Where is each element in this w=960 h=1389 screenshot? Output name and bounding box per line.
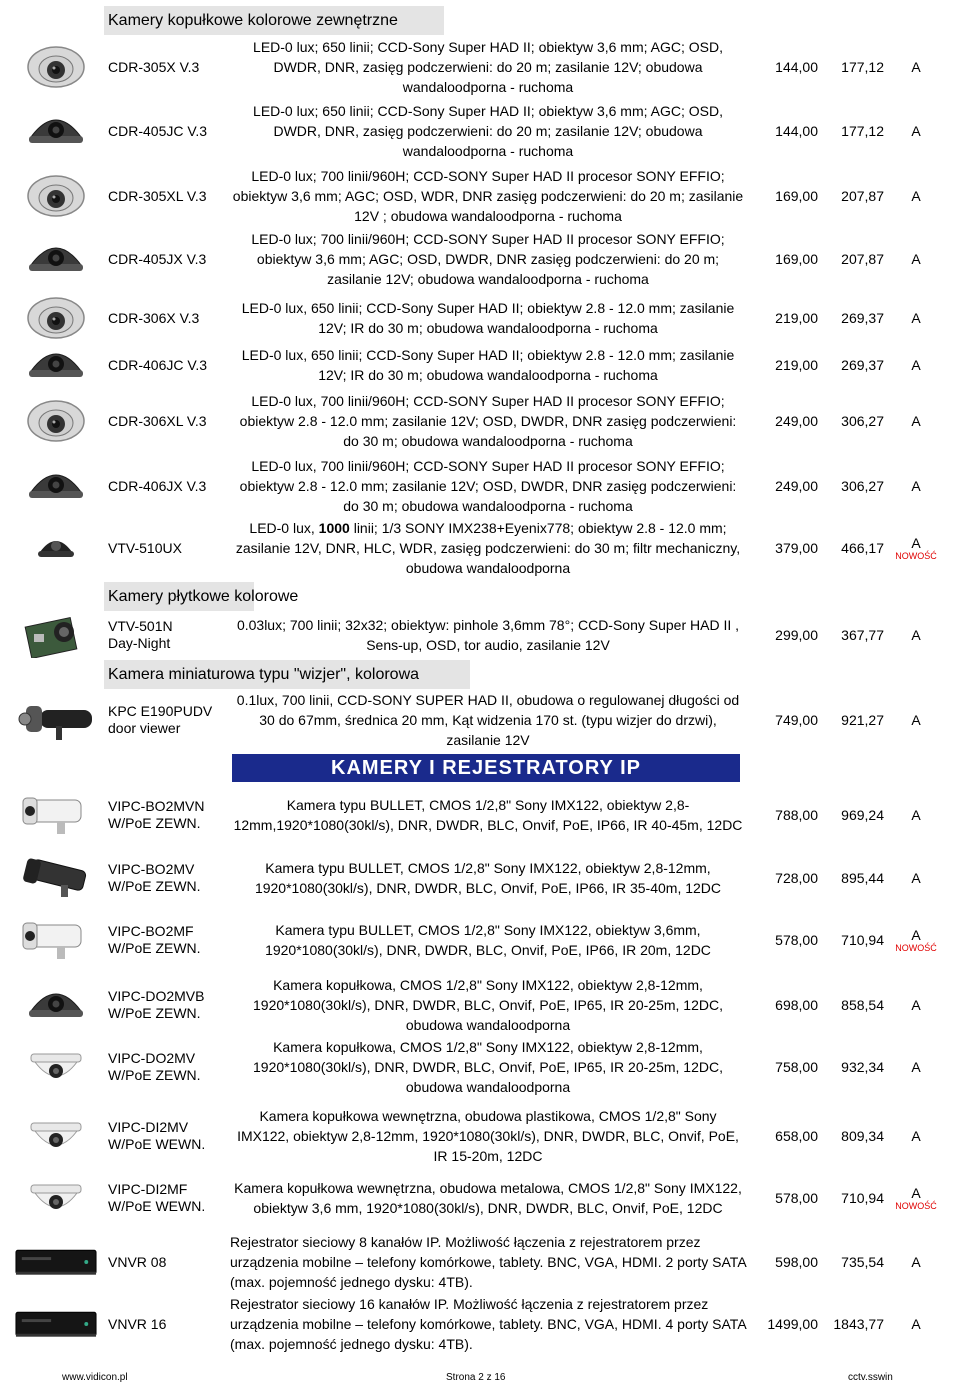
price-net: 144,00 — [775, 59, 818, 75]
model-name — [108, 230, 230, 288]
model-line: VIPC-BO2MV — [108, 861, 195, 877]
description: 0.1lux, 700 linii, CCD-SONY SUPER HAD II, obudowa o regulowanej długości od 30 do 67mm, średnica 20 mm, Kąt widzenia 170 st. (typu wizjer do drzwi), zasilanie 12V — [236, 692, 740, 748]
new-badge: NOWOŚĆ — [895, 550, 937, 561]
price-net: 788,00 — [775, 807, 818, 823]
model-name — [108, 1038, 230, 1096]
price-gross: 177,12 — [841, 59, 884, 75]
availability-code: A — [911, 806, 921, 823]
description: Kamera typu BULLET, CMOS 1/2,8" Sony IMX122, obiektyw 3,6mm, 1920*1080(30kl/s), DNR, DWDR, BLC, Onvif, PoE, IP66, IR 20m, 12DC — [265, 922, 711, 958]
description: LED-0 lux; 650 linii; CCD-Sony Super HAD II; obiektyw 3,6 mm; AGC; OSD, DWDR, DNR, zasięg podczerwieni: do 20 m; zasilanie 12V; obudowa wandaloodporna - ruchoma — [253, 103, 723, 159]
model-name — [108, 518, 230, 578]
dark-dome-camera-icon — [14, 100, 98, 162]
price-row — [0, 1234, 960, 1290]
section-title-board: Kamery płytkowe kolorowe — [108, 588, 299, 605]
model-line: VIPC-BO2MVN — [108, 798, 205, 814]
availability-code: A — [911, 534, 921, 551]
availability-code: A — [911, 58, 921, 75]
availability — [888, 1296, 944, 1352]
price-row — [0, 456, 960, 516]
model-name — [108, 1104, 230, 1168]
availability — [888, 344, 944, 386]
description: Kamera kopułkowa wewnętrzna, obudowa plastikowa, CMOS 1/2,8" Sony IMX122, obiektyw 2,8-12mm, 1920*1080(30kl/s), DNR, DWDR, BLC, Onvif, PoE, IR 15-20m, 12DC — [237, 1108, 739, 1164]
model-line: VIPC-DO2MV — [108, 1050, 196, 1066]
footer-page-number: Strona 2 z 16 — [446, 1372, 506, 1383]
availability-code: A — [911, 1058, 921, 1075]
availability-code: A — [911, 626, 921, 643]
model-line: door viewer — [108, 720, 181, 736]
price-net: 698,00 — [775, 997, 818, 1013]
availability-code: A — [911, 996, 921, 1013]
price-row — [0, 612, 960, 658]
availability-code: A — [911, 187, 921, 204]
price-gross: 207,87 — [841, 251, 884, 267]
description: Kamera kopułkowa, CMOS 1/2,8" Sony IMX122, obiektyw 2,8-12mm, 1920*1080(30kl/s), DNR, DWDR, BLC, Onvif, PoE, IP65, IR 20-25m, 12DC, obudowa wandaloodporna — [253, 977, 723, 1033]
bullet-camera-icon — [14, 910, 98, 970]
availability — [888, 910, 944, 970]
model-line: CDR-305XL V.3 — [108, 187, 207, 204]
price-net: 169,00 — [775, 251, 818, 267]
price-row — [0, 344, 960, 386]
model-line: VNVR 08 — [108, 1253, 167, 1270]
price-row — [0, 230, 960, 288]
availability-code: A — [911, 711, 921, 728]
price-gross: 306,27 — [841, 478, 884, 494]
model-line: CDR-306X V.3 — [108, 309, 200, 326]
dark-dome-camera-icon — [14, 230, 98, 288]
dark-dome-camera-icon — [14, 456, 98, 516]
model-line: CDR-306XL V.3 — [108, 412, 207, 429]
description: LED-0 lux, 650 linii; CCD-Sony Super HAD II; obiektyw 2.8 - 12.0 mm; zasilanie 12V; IR do 30 m; obudowa wandaloodporna - ruchoma — [241, 347, 735, 383]
availability-code: A — [911, 309, 921, 326]
description: Kamera kopułkowa wewnętrzna, obudowa metalowa, CMOS 1/2,8" Sony IMX122, obiektyw 3,6 mm, 1920*1080(30kl/s), DNR, DWDR, BLC, Onvif, PoE, 12DC — [234, 1180, 742, 1216]
model-line: W/PoE ZEWN. — [108, 815, 201, 831]
dark-dome-camera-icon — [14, 976, 98, 1034]
availability — [888, 164, 944, 228]
white-dome-camera-icon — [14, 1170, 98, 1226]
model-line: W/PoE ZEWN. — [108, 878, 201, 894]
availability — [888, 612, 944, 658]
model-line: VTV-510UX — [108, 539, 182, 556]
model-line: W/PoE WEWN. — [108, 1136, 206, 1152]
price-gross: 1843,77 — [833, 1316, 884, 1332]
model-line: CDR-405JX V.3 — [108, 250, 207, 267]
availability — [888, 518, 944, 578]
model-name — [108, 164, 230, 228]
description: Kamera kopułkowa, CMOS 1/2,8" Sony IMX122, obiektyw 2,8-12mm, 1920*1080(30kl/s), DNR, DWDR, BLC, Onvif, PoE, IP65, IR 20-25m, 12DC, obudowa wandaloodporna — [253, 1039, 723, 1095]
price-gross: 735,54 — [841, 1254, 884, 1270]
price-net: 1499,00 — [767, 1316, 818, 1332]
availability-code: A — [911, 1315, 921, 1332]
availability — [888, 1234, 944, 1290]
availability-code: A — [911, 926, 921, 943]
price-row — [0, 100, 960, 162]
availability-code: A — [911, 869, 921, 886]
model-line: W/PoE ZEWN. — [108, 1005, 201, 1021]
availability — [888, 456, 944, 516]
new-badge: NOWOŚĆ — [895, 1200, 937, 1211]
model-name — [108, 344, 230, 386]
availability — [888, 786, 944, 844]
availability — [888, 1104, 944, 1168]
availability — [888, 690, 944, 750]
price-gross: 710,94 — [841, 1190, 884, 1206]
price-row — [0, 1170, 960, 1226]
price-row — [0, 38, 960, 96]
price-row — [0, 1296, 960, 1352]
new-badge: NOWOŚĆ — [895, 942, 937, 953]
description: 0.03lux; 700 linii; 32x32; obiektyw: pinhole 3,6mm 78°; CCD-Sony Super HAD II , Sens-up, OSD, tor audio, zasilanie 12V — [236, 617, 740, 653]
price-row — [0, 976, 960, 1034]
description: Kamera typu BULLET, CMOS 1/2,8" Sony IMX122, obiektyw 2,8-12mm, 1920*1080(30kl/s), DNR, DWDR, BLC, Onvif, PoE, IP66, IR 35-40m, 12DC — [254, 860, 722, 896]
model-name — [108, 850, 230, 906]
availability — [888, 292, 944, 344]
model-name — [108, 388, 230, 454]
description: Kamera typu BULLET, CMOS 1/2,8" Sony IMX122, obiektyw 2,8-12mm,1920*1080(30kl/s), DNR, DWDR, BLC, Onvif, PoE, IP66, IR 40-45m, 12DC — [233, 797, 743, 833]
price-net: 299,00 — [775, 627, 818, 643]
price-gross: 177,12 — [841, 123, 884, 139]
model-line: CDR-405JC V.3 — [108, 122, 208, 139]
model-name — [108, 976, 230, 1034]
price-net: 219,00 — [775, 310, 818, 326]
model-line: W/PoE WEWN. — [108, 1198, 206, 1214]
availability — [888, 1038, 944, 1096]
availability-code: A — [911, 1127, 921, 1144]
model-line: VTV-501N — [108, 618, 173, 634]
description: LED-0 lux, 700 linii/960H; CCD-SONY Super HAD II procesor SONY EFFIO; obiektyw 2.8 - 12.0 mm; zasilanie 12V; OSD, DWDR, DNR zasięg podczerwieni: do 30 m; obudowa wandaloodporna - ruchoma — [239, 393, 737, 449]
board-camera-icon — [14, 612, 98, 658]
model-line: CDR-305X V.3 — [108, 58, 200, 75]
price-gross: 932,34 — [841, 1059, 884, 1075]
model-name — [108, 292, 230, 344]
model-name — [108, 1234, 230, 1290]
model-line: KPC E190PUDV — [108, 703, 213, 719]
price-net: 578,00 — [775, 1190, 818, 1206]
nvr-recorder-icon — [14, 1296, 98, 1352]
price-gross: 207,87 — [841, 188, 884, 204]
dark-dome-camera-icon — [14, 344, 98, 386]
model-name — [108, 910, 230, 970]
price-net: 219,00 — [775, 357, 818, 373]
section-band-dome — [104, 6, 444, 35]
model-name — [108, 786, 230, 844]
availability — [888, 100, 944, 162]
model-line: W/PoE ZEWN. — [108, 940, 201, 956]
availability — [888, 38, 944, 96]
door-viewer-camera-icon — [14, 690, 98, 750]
price-row — [0, 518, 960, 578]
price-net: 658,00 — [775, 1128, 818, 1144]
price-gross: 710,94 — [841, 932, 884, 948]
section-title-mini: Kamera miniaturowa typu "wizjer", kolorowa — [108, 666, 420, 683]
price-net: 749,00 — [775, 712, 818, 728]
price-net: 249,00 — [775, 413, 818, 429]
price-net: 758,00 — [775, 1059, 818, 1075]
availability-code: A — [911, 250, 921, 267]
model-name — [108, 1296, 230, 1352]
availability-code: A — [911, 122, 921, 139]
price-gross: 895,44 — [841, 870, 884, 886]
section-band-mini — [104, 660, 470, 689]
section-title-dome: Kamery kopułkowe kolorowe zewnętrzne — [108, 12, 398, 29]
white-dome-camera-icon — [14, 1038, 98, 1096]
price-gross: 921,27 — [841, 712, 884, 728]
price-gross: 809,34 — [841, 1128, 884, 1144]
price-row — [0, 292, 960, 344]
availability — [888, 976, 944, 1034]
model-line: VIPC-DO2MVB — [108, 988, 205, 1004]
footer-source: cctv.sswin — [848, 1372, 893, 1383]
description: LED-0 lux, 1000 linii; 1/3 SONY IMX238+Eyenix778; obiektyw 2.8 - 12.0 mm; zasilanie 12V, DNR, HLC, WDR, zasięg podczerwieni: do 30 m; filtr mechaniczny, obudowa wandaloodporna — [235, 520, 741, 576]
price-gross: 466,17 — [841, 540, 884, 556]
description: LED-0 lux; 650 linii; CCD-Sony Super HAD II; obiektyw 3,6 mm; AGC; OSD, DWDR, DNR, zasięg podczerwieni: do 20 m; zasilanie 12V; obudowa wandaloodporna - ruchoma — [253, 39, 723, 95]
model-line: W/PoE ZEWN. — [108, 1067, 201, 1083]
price-row — [0, 786, 960, 844]
price-gross: 269,37 — [841, 357, 884, 373]
section-band-board — [104, 582, 299, 611]
price-gross: 306,27 — [841, 413, 884, 429]
model-name — [108, 612, 230, 658]
price-net: 728,00 — [775, 870, 818, 886]
availability — [888, 1170, 944, 1226]
price-net: 379,00 — [775, 540, 818, 556]
nvr-recorder-icon — [14, 1234, 98, 1290]
model-name — [108, 100, 230, 162]
availability-code: A — [911, 412, 921, 429]
price-row — [0, 1104, 960, 1168]
price-gross: 858,54 — [841, 997, 884, 1013]
description: LED-0 lux; 700 linii/960H; CCD-SONY Super HAD II procesor SONY EFFIO; obiektyw 3,6 mm; AGC; OSD, WDR, DNR zasięg podczerwieni: do 20 m; zasilanie 12V ; obudowa wandaloodporna - ruchoma — [232, 168, 744, 224]
mini-dome-camera-icon — [14, 518, 98, 578]
availability — [888, 230, 944, 288]
model-line: VNVR 16 — [108, 1315, 167, 1332]
price-gross: 269,37 — [841, 310, 884, 326]
price-net: 249,00 — [775, 478, 818, 494]
price-net: 169,00 — [775, 188, 818, 204]
availability-code: A — [911, 1253, 921, 1270]
model-name — [108, 1170, 230, 1226]
footer-website: www.vidicon.pl — [62, 1372, 128, 1383]
ip-section-header: KAMERY I REJESTRATORY IP — [232, 754, 740, 782]
model-line: CDR-406JC V.3 — [108, 356, 208, 373]
bullet-camera-dark-icon — [14, 850, 98, 906]
model-name — [108, 690, 230, 750]
availability — [888, 850, 944, 906]
description: LED-0 lux, 650 linii; CCD-Sony Super HAD II; obiektyw 2.8 - 12.0 mm; zasilanie 12V; IR do 30 m; obudowa wandaloodporna - ruchoma — [241, 300, 735, 336]
price-row — [0, 164, 960, 228]
description: Rejestrator sieciowy 16 kanałów IP. Możliwość łączenia z rejestratorem przez urządzenia mobilne – telefony komórkowe, tablety. BNC, VGA, HDMI. 4 porty SATA (max. pojemność jednego dysku: 4TB). — [230, 1296, 746, 1352]
price-gross: 367,77 — [841, 627, 884, 643]
price-row — [0, 690, 960, 750]
availability-code: A — [911, 1184, 921, 1201]
dome-camera-icon — [14, 38, 98, 96]
model-name — [108, 456, 230, 516]
availability-code: A — [911, 356, 921, 373]
model-line: CDR-406JX V.3 — [108, 477, 207, 494]
availability-code: A — [911, 477, 921, 494]
price-row — [0, 1038, 960, 1096]
dome-camera-icon — [14, 388, 98, 454]
price-row — [0, 388, 960, 454]
availability — [888, 388, 944, 454]
price-net: 144,00 — [775, 123, 818, 139]
model-line: VIPC-BO2MF — [108, 923, 194, 939]
bullet-camera-icon — [14, 786, 98, 844]
price-net: 578,00 — [775, 932, 818, 948]
price-gross: 969,24 — [841, 807, 884, 823]
description: LED-0 lux; 700 linii/960H; CCD-SONY Super HAD II procesor SONY EFFIO; obiektyw 3,6 mm; AGC; OSD, DWDR, DNR zasięg podczerwieni: do 20 m; zasilanie 12V; obudowa wandaloodporna - ruchoma — [251, 231, 725, 287]
price-row — [0, 910, 960, 970]
model-line: VIPC-DI2MV — [108, 1119, 189, 1135]
dome-camera-icon — [14, 164, 98, 228]
white-dome-camera-icon — [14, 1104, 98, 1168]
description: LED-0 lux, 700 linii/960H; CCD-SONY Super HAD II procesor SONY EFFIO; obiektyw 2.8 - 12.0 mm; zasilanie 12V; OSD, DWDR, DNR zasięg podczerwieni: do 30 m; obudowa wandaloodporna - ruchoma — [239, 458, 737, 514]
model-name — [108, 38, 230, 96]
dome-camera-icon — [14, 292, 98, 344]
price-net: 598,00 — [775, 1254, 818, 1270]
model-line: VIPC-DI2MF — [108, 1181, 188, 1197]
model-line: Day-Night — [108, 635, 171, 651]
description: Rejestrator sieciowy 8 kanałów IP. Możliwość łączenia z rejestratorem przez urządzenia mobilne – telefony komórkowe, tablety. BNC, VGA, HDMI. 2 porty SATA (max. pojemność jednego dysku: 4TB). — [230, 1234, 746, 1290]
price-row — [0, 850, 960, 906]
